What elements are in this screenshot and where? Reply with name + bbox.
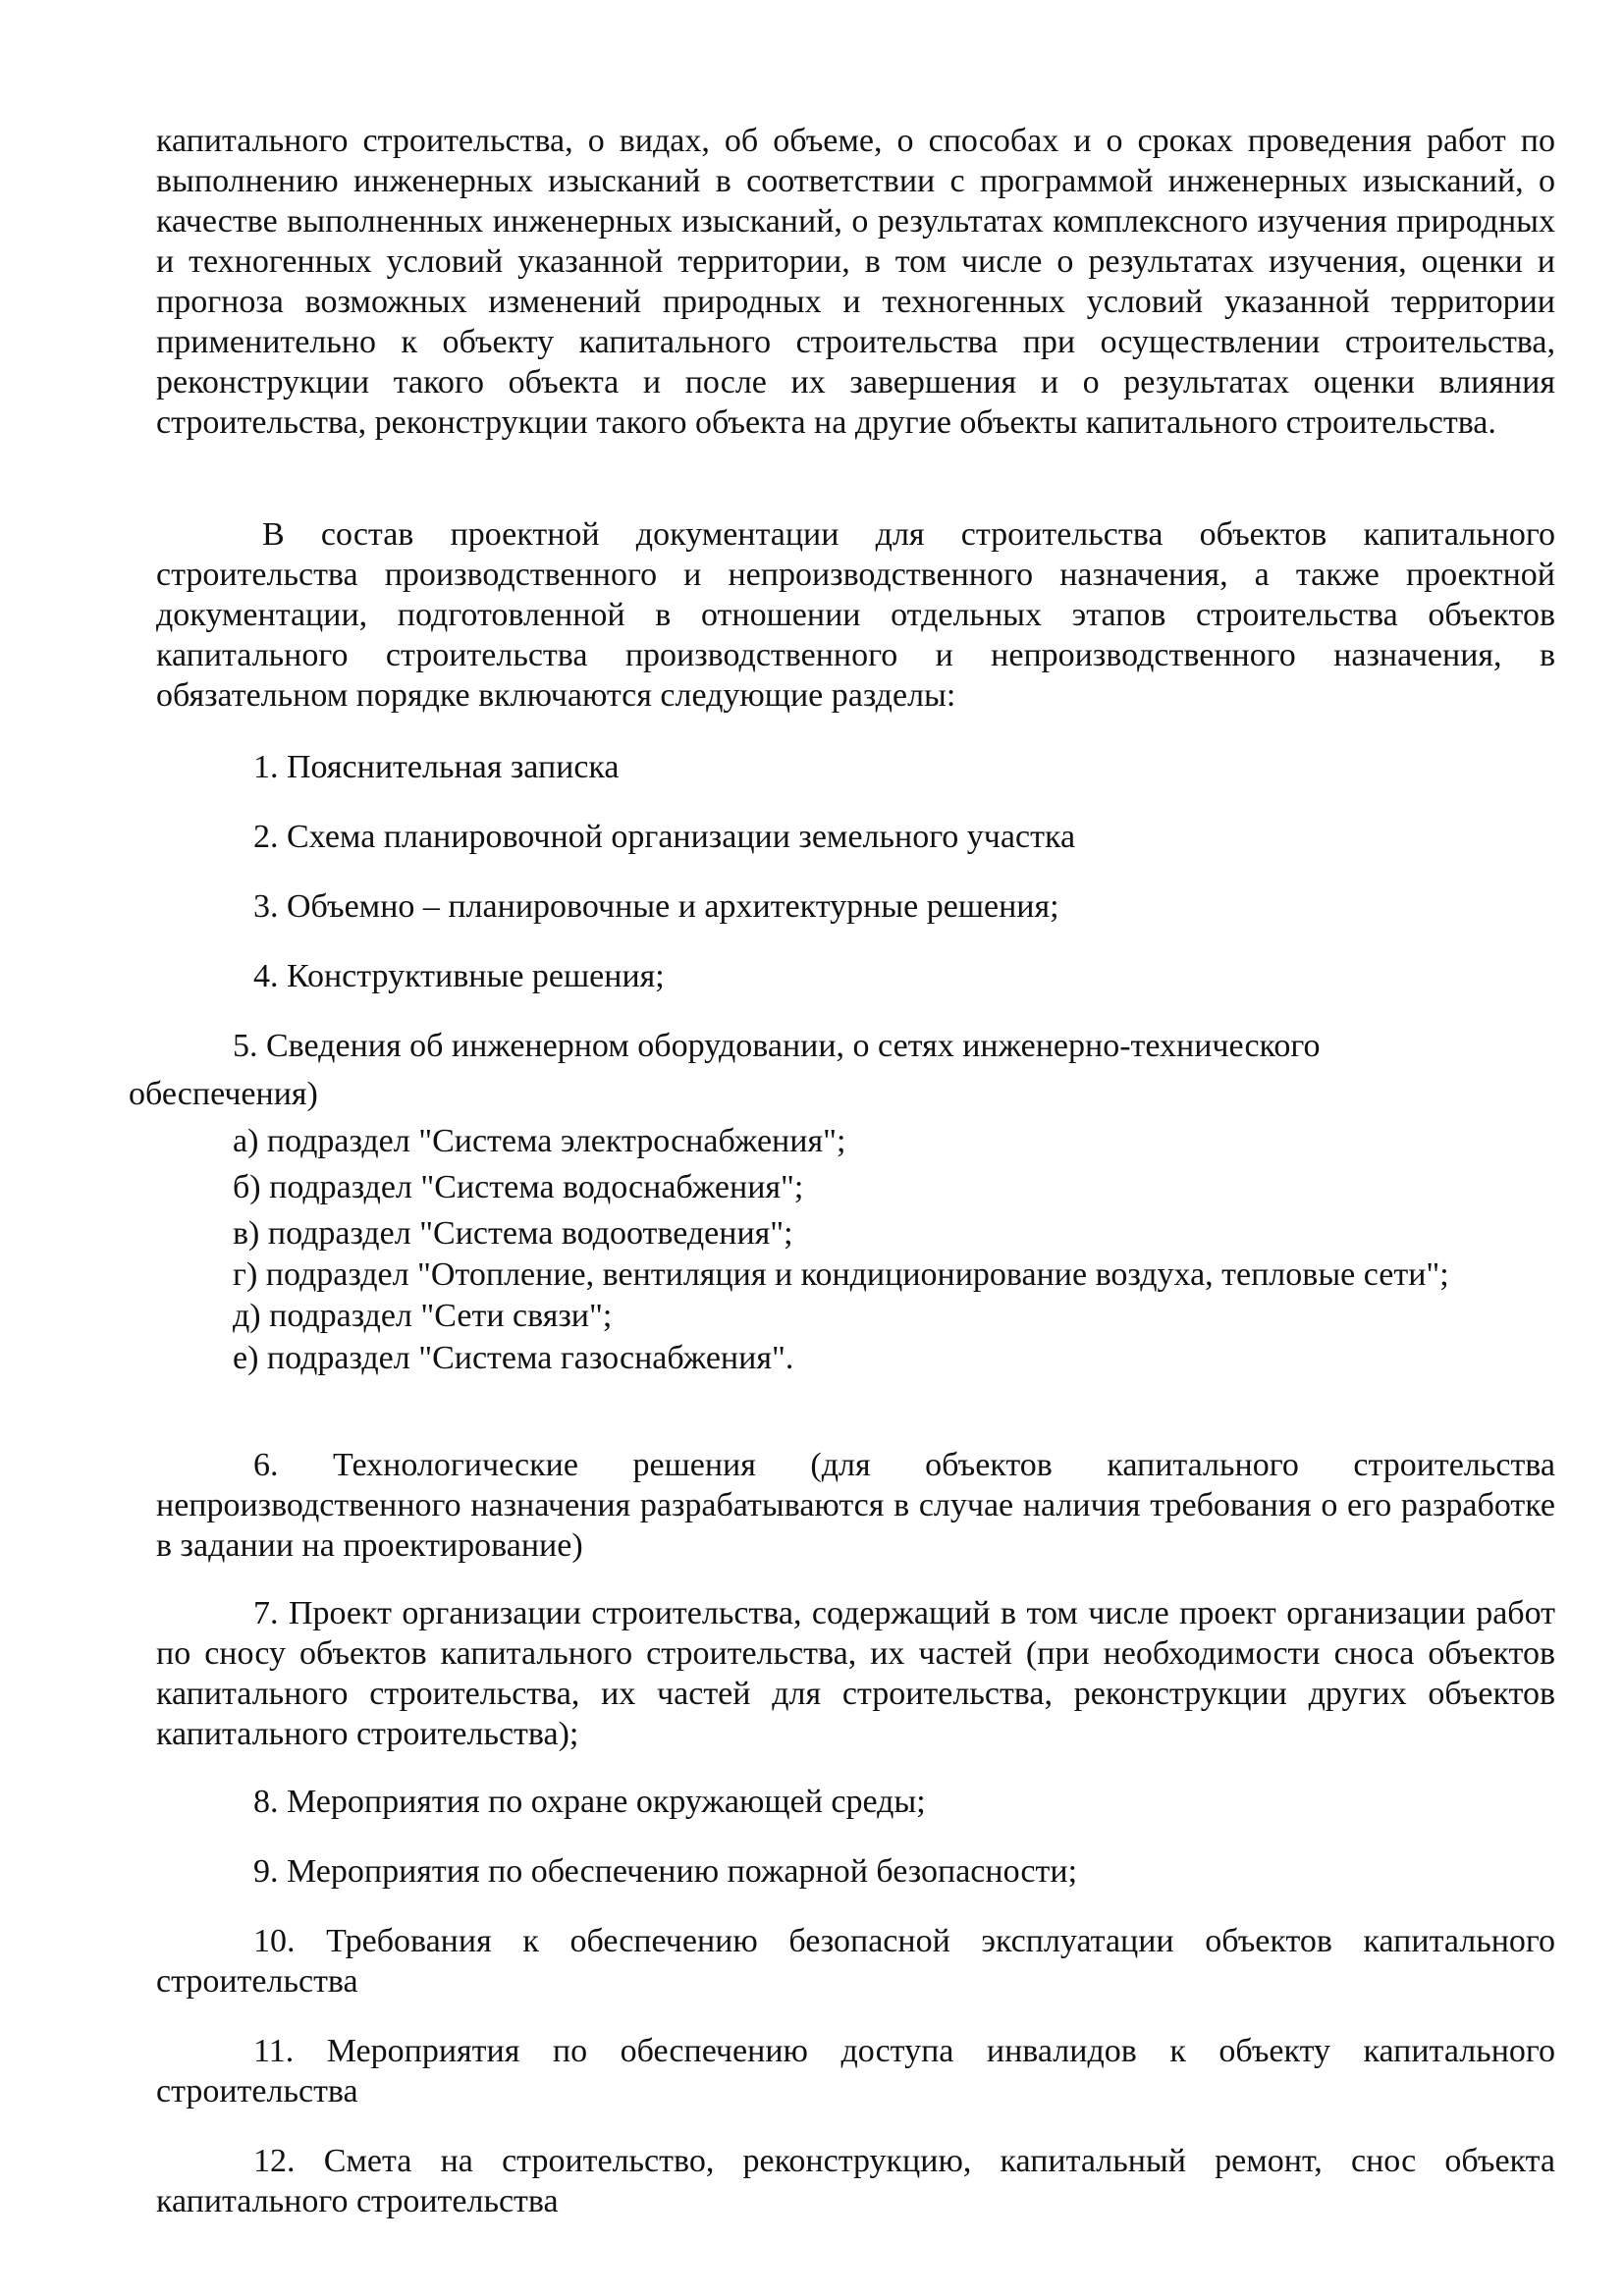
section-item-5-line1: 5. Сведения об инженерном оборудовании, о сетях инженерно-технического — [233, 1028, 1321, 1064]
paragraph-composition-intro: В состав проектной документации для строительства объектов капитального строительства производственного и непроизводственного назначения, а также проектной документации, подготовленной в отношении отдельных этапов строительства объектов капитального строительства производственного и непроизводственного назначения, в обязательном порядке включаются следующие разделы: — [156, 516, 1555, 714]
subsection-item: а) подраздел "Система электроснабжения"; — [233, 1123, 846, 1159]
section-item-3: 3. Объемно – планировочные и архитектурные решения; — [253, 888, 1059, 925]
section-item-11: 11. Мероприятия по обеспечению доступа инвалидов к объекту капитального строительства — [156, 2033, 1555, 2109]
section-item-9: 9. Мероприятия по обеспечению пожарной безопасности; — [253, 1853, 1078, 1890]
paragraph-survey-results: капитального строительства, о видах, об объеме, о способах и о сроках проведения работ по выполнению инженерных изысканий в соответствии с программой инженерных изысканий, о качестве выполненных инженерных изысканий, о результатах комплексного изучения природных и техногенных условий указанной территории, в том числе о результатах изучения, оценки и прогноза возможных изменений природных и техногенных условий указанной территории применительно к объекту капитального строительства при осуществлении строительства, реконструкции такого объекта и после их завершения и о результатах оценки влияния строительства, реконструкции такого объекта на другие объекты капитального строительства. — [156, 123, 1555, 441]
section-item-5-line2: обеспечения) — [129, 1076, 318, 1112]
subsection-item: г) подраздел "Отопление, вентиляция и кондиционирование воздуха, тепловые сети"; — [233, 1256, 1449, 1293]
section-item-6: 6. Технологические решения (для объектов капитального строительства непроизводственного назначения разрабатываются в случае наличия требования о его разработке в задании на проектирование) — [156, 1447, 1555, 1564]
section-item-7: 7. Проект организации строительства, содержащий в том числе проект организации работ по сносу объектов капитального строительства, их частей (при необходимости сноса объектов капитального строительства, их частей для строительства, реконструкции других объектов капитального строительства); — [156, 1595, 1555, 1752]
section-item-12: 12. Смета на строительство, реконструкцию, капитальный ремонт, снос объекта капитального строительства — [156, 2143, 1555, 2219]
section-item-8: 8. Мероприятия по охране окружающей среды; — [253, 1784, 926, 1820]
section-item-10: 10. Требования к обеспечению безопасной эксплуатации объектов капитального строительства — [156, 1923, 1555, 2000]
section-item-2: 2. Схема планировочной организации земельного участка — [253, 819, 1076, 855]
subsection-item: д) подраздел "Сети связи"; — [233, 1298, 613, 1334]
subsection-item: в) подраздел "Система водоотведения"; — [233, 1215, 793, 1252]
section-item-4: 4. Конструктивные решения; — [253, 958, 665, 994]
subsection-item: б) подраздел "Система водоснабжения"; — [233, 1169, 804, 1205]
subsection-item: е) подраздел "Система газоснабжения". — [233, 1340, 794, 1376]
section-item-1: 1. Пояснительная записка — [253, 749, 620, 785]
